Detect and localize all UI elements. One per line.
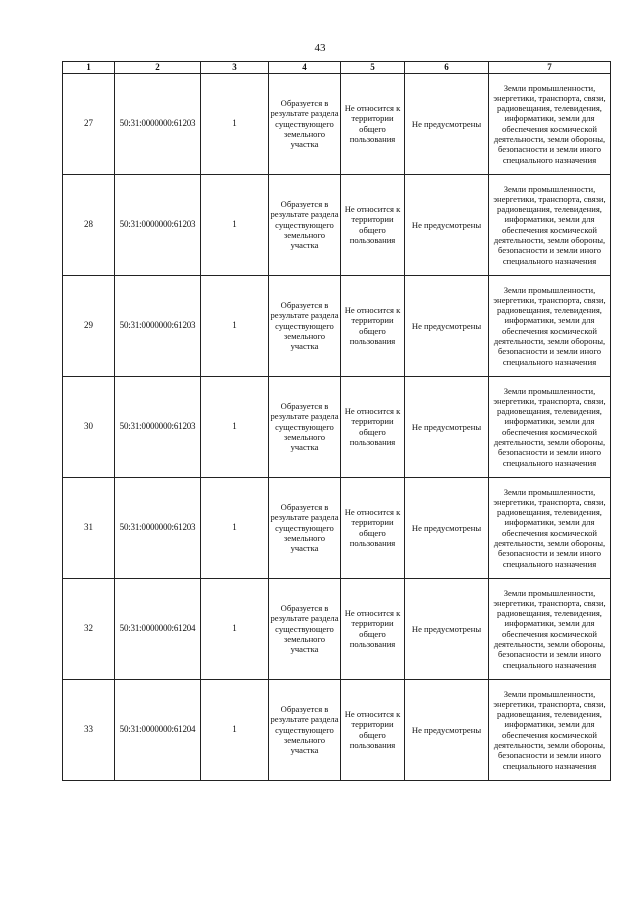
column-header: 2 (115, 62, 201, 74)
land-category-cell: Земли промышленности, энергетики, транспорта, связи, радиовещания, телевидения, информатики, земли для обеспечения космической деятельности, земли обороны, безопасности и земли иного специального назначения (489, 275, 611, 376)
land-category-cell: Земли промышленности, энергетики, транспорта, связи, радиовещания, телевидения, информатики, земли для обеспечения космической деятельности, земли обороны, безопасности и земли иного специального назначения (489, 376, 611, 477)
table-row (63, 578, 611, 679)
table-row (63, 73, 611, 174)
land-category-cell: Земли промышленности, энергетики, транспорта, связи, радиовещания, телевидения, информатики, земли для обеспечения космической деятельности, земли обороны, безопасности и земли иного специального назначения (489, 578, 611, 679)
territory-cell: Не относится к территории общего пользования (341, 578, 405, 679)
quantity-cell: 1 (201, 174, 269, 275)
territory-cell: Не относится к территории общего пользования (341, 679, 405, 780)
land-plots-table (62, 61, 611, 781)
formation-method-cell: Образуется в результате раздела существующего земельного участка (269, 477, 341, 578)
land-category-cell: Земли промышленности, энергетики, транспорта, связи, радиовещания, телевидения, информатики, земли для обеспечения космической деятельности, земли обороны, безопасности и земли иного специального назначения (489, 73, 611, 174)
cadastral-number-cell: 50:31:0000000:61203 (115, 174, 201, 275)
restrictions-cell: Не предусмотрены (405, 679, 489, 780)
row-number-cell: 30 (63, 376, 115, 477)
column-header: 1 (63, 62, 115, 74)
formation-method-cell: Образуется в результате раздела существующего земельного участка (269, 578, 341, 679)
territory-cell: Не относится к территории общего пользования (341, 477, 405, 578)
territory-cell: Не относится к территории общего пользования (341, 174, 405, 275)
land-category-cell: Земли промышленности, энергетики, транспорта, связи, радиовещания, телевидения, информатики, земли для обеспечения космической деятельности, земли обороны, безопасности и земли иного специального назначения (489, 477, 611, 578)
formation-method-cell: Образуется в результате раздела существующего земельного участка (269, 679, 341, 780)
column-header: 4 (269, 62, 341, 74)
quantity-cell: 1 (201, 376, 269, 477)
restrictions-cell: Не предусмотрены (405, 376, 489, 477)
page-number: 43 (314, 42, 326, 54)
formation-method-cell: Образуется в результате раздела существующего земельного участка (269, 376, 341, 477)
row-number-cell: 29 (63, 275, 115, 376)
column-header: 3 (201, 62, 269, 74)
row-number-cell: 32 (63, 578, 115, 679)
restrictions-cell: Не предусмотрены (405, 174, 489, 275)
table-row (63, 376, 611, 477)
table-row (63, 174, 611, 275)
quantity-cell: 1 (201, 679, 269, 780)
territory-cell: Не относится к территории общего пользования (341, 376, 405, 477)
column-header: 5 (341, 62, 405, 74)
restrictions-cell: Не предусмотрены (405, 275, 489, 376)
header-row (63, 62, 611, 74)
table-row (63, 679, 611, 780)
row-number-cell: 27 (63, 73, 115, 174)
formation-method-cell: Образуется в результате раздела существующего земельного участка (269, 174, 341, 275)
column-header: 7 (489, 62, 611, 74)
restrictions-cell: Не предусмотрены (405, 477, 489, 578)
formation-method-cell: Образуется в результате раздела существующего земельного участка (269, 275, 341, 376)
quantity-cell: 1 (201, 578, 269, 679)
cadastral-number-cell: 50:31:0000000:61203 (115, 477, 201, 578)
table-row (63, 275, 611, 376)
quantity-cell: 1 (201, 275, 269, 376)
restrictions-cell: Не предусмотрены (405, 578, 489, 679)
table-row (63, 477, 611, 578)
cadastral-number-cell: 50:31:0000000:61204 (115, 578, 201, 679)
column-header: 6 (405, 62, 489, 74)
quantity-cell: 1 (201, 477, 269, 578)
restrictions-cell: Не предусмотрены (405, 73, 489, 174)
land-category-cell: Земли промышленности, энергетики, транспорта, связи, радиовещания, телевидения, информатики, земли для обеспечения космической деятельности, земли обороны, безопасности и земли иного специального назначения (489, 174, 611, 275)
quantity-cell: 1 (201, 73, 269, 174)
cadastral-number-cell: 50:31:0000000:61203 (115, 275, 201, 376)
row-number-cell: 31 (63, 477, 115, 578)
row-number-cell: 33 (63, 679, 115, 780)
land-category-cell: Земли промышленности, энергетики, транспорта, связи, радиовещания, телевидения, информатики, земли для обеспечения космической деятельности, земли обороны, безопасности и земли иного специального назначения (489, 679, 611, 780)
territory-cell: Не относится к территории общего пользования (341, 275, 405, 376)
cadastral-number-cell: 50:31:0000000:61203 (115, 73, 201, 174)
cadastral-number-cell: 50:31:0000000:61204 (115, 679, 201, 780)
cadastral-number-cell: 50:31:0000000:61203 (115, 376, 201, 477)
formation-method-cell: Образуется в результате раздела существующего земельного участка (269, 73, 341, 174)
territory-cell: Не относится к территории общего пользования (341, 73, 405, 174)
row-number-cell: 28 (63, 174, 115, 275)
